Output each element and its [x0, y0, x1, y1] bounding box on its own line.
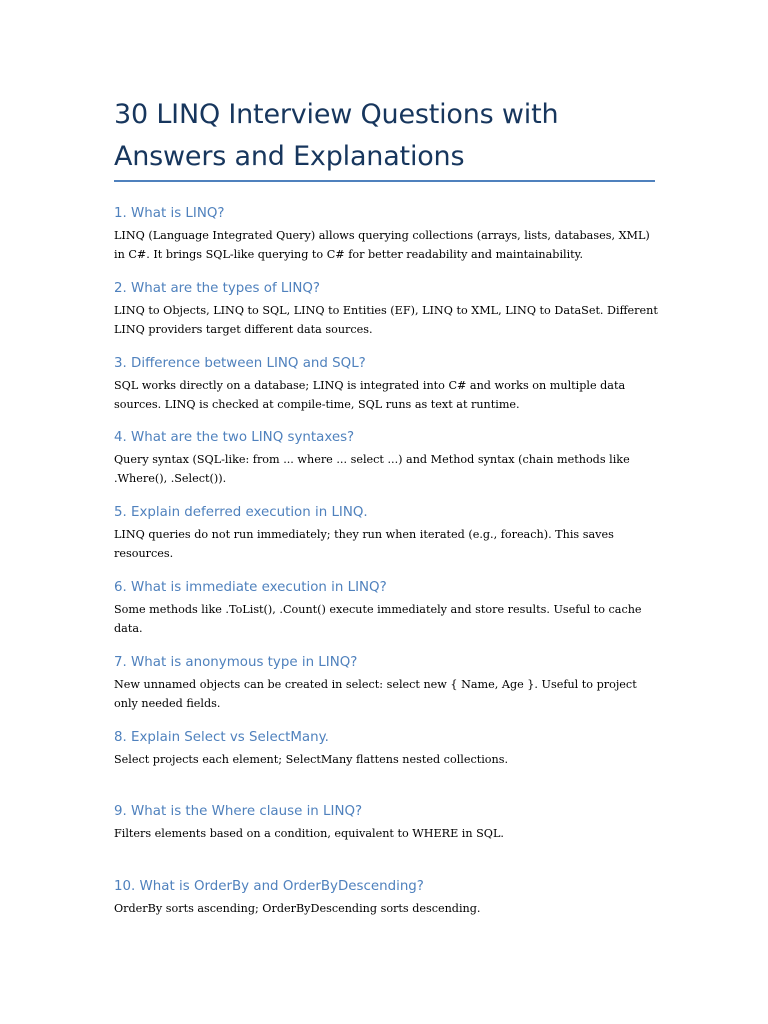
question-item [114, 797, 659, 872]
question-heading: 3. Difference between LINQ and SQL? [114, 355, 366, 371]
question-answer: Query syntax (SQL-like: from ... where ... select ...) and Method syntax (chain methods like .Where(), .Select()). [114, 453, 630, 486]
question-item [114, 872, 659, 947]
question-item [114, 199, 659, 274]
question-item [114, 723, 659, 798]
question-answer: LINQ queries do not run immediately; they run when iterated (e.g., foreach). This saves resources. [114, 528, 614, 561]
question-heading: 2. What are the types of LINQ? [114, 280, 320, 296]
question-item [114, 648, 659, 723]
question-answer: LINQ (Language Integrated Query) allows querying collections (arrays, lists, databases, XML) in C#. It brings SQL-like querying to C# for better readability and maintainability. [114, 229, 650, 261]
question-heading: 7. What is anonymous type in LINQ? [114, 654, 358, 670]
question-answer: Filters elements based on a condition, equivalent to WHERE in SQL. [114, 827, 504, 841]
question-item [114, 573, 659, 648]
question-answer: LINQ to Objects, LINQ to SQL, LINQ to Entities (EF), LINQ to XML, LINQ to DataSet. Different LINQ providers target different data sources. [114, 303, 658, 336]
question-heading: 1. What is LINQ? [114, 206, 225, 221]
question-heading: 4. What are the two LINQ syntaxes? [114, 430, 355, 446]
question-heading: 10. What is OrderBy and OrderByDescending? [114, 879, 424, 895]
question-heading: 8. Explain Select vs SelectMany. [114, 729, 329, 745]
question-heading: 5. Explain deferred execution in LINQ. [114, 505, 368, 521]
question-answer: Some methods like .ToList(), .Count() execute immediately and store results. Useful to cache data. [114, 602, 642, 635]
question-item [114, 274, 659, 349]
question-item [114, 349, 659, 424]
question-answer: OrderBy sorts ascending; OrderByDescending sorts descending. [114, 902, 481, 916]
question-heading: 9. What is the Where clause in LINQ? [114, 804, 363, 820]
question-answer: Select projects each element; SelectMany flattens nested collections. [114, 752, 509, 766]
question-answer: New unnamed objects can be created in select: select new { Name, Age }. Useful to project only needed fields. [114, 677, 637, 710]
title-underline-rule [114, 180, 655, 182]
question-list [114, 199, 659, 947]
question-item [114, 423, 659, 498]
question-answer: SQL works directly on a database; LINQ is integrated into C# and works on multiple data sources. LINQ is checked at compile-time, SQL runs as text at runtime. [114, 378, 626, 411]
question-heading: 6. What is immediate execution in LINQ? [114, 579, 387, 595]
document-title: 30 LINQ Interview Questions with Answers and Explanations [114, 99, 559, 172]
question-item [114, 498, 659, 573]
